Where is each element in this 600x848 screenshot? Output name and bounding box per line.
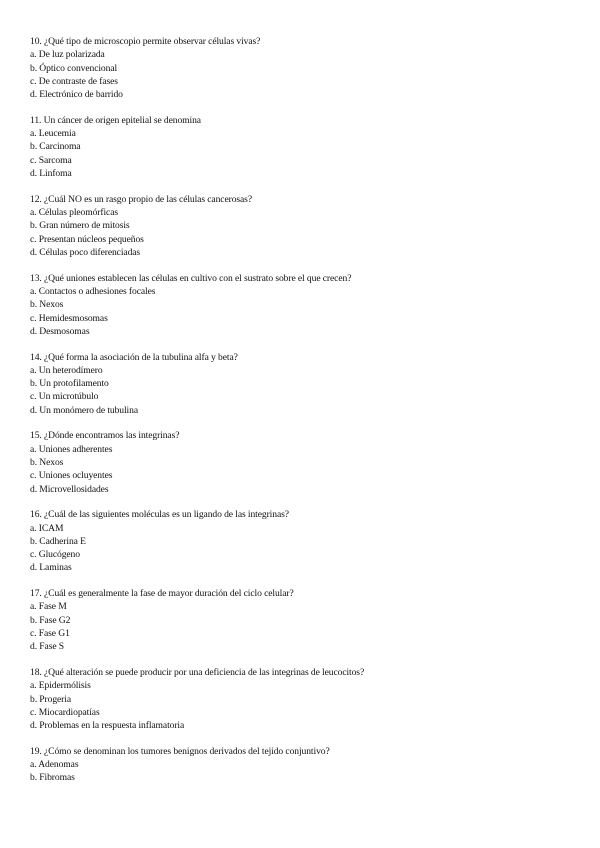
option-c: c. Un microtúbulo	[30, 391, 99, 403]
option-a: a. Fase M	[30, 601, 67, 613]
option-d: d. Problemas en la respuesta inflamatoria	[30, 720, 185, 732]
option-b: b. Nexos	[30, 456, 64, 468]
option-b: b. Nexos	[30, 299, 64, 311]
question-11	[30, 114, 580, 180]
question-17	[30, 587, 580, 653]
exam-page	[30, 35, 580, 785]
question-text: 11. Un cáncer de origen epitelial se denomina	[30, 114, 201, 126]
option-a: a. ICAM	[30, 522, 64, 534]
option-a: a. Uniones adherentes	[30, 443, 113, 455]
option-b: b. Fibromas	[30, 772, 75, 784]
question-text: 17. ¿Cuál es generalmente la fase de mayor duración del ciclo celular?	[30, 588, 294, 600]
option-b: b. Fase G2	[30, 614, 71, 626]
question-text: 16. ¿Cuál de las siguientes moléculas es un ligando de las integrinas?	[30, 509, 289, 521]
option-a: a. Epidermólisis	[30, 680, 91, 692]
question-text: 12. ¿Cuál NO es un rasgo propio de las células cancerosas?	[30, 193, 252, 205]
option-b: b. Gran número de mitosis	[30, 220, 130, 232]
option-a: a. Un heterodímero	[30, 364, 103, 376]
option-b: b. Cadherina E	[30, 535, 86, 547]
option-c: c. Miocardiopatías	[30, 706, 100, 718]
option-a: a. Contactos o adhesiones focales	[30, 285, 156, 297]
option-a: a. Adenomas	[30, 759, 79, 771]
option-a: a. Leucemia	[30, 128, 76, 140]
question-text: 14. ¿Qué forma la asociación de la tubulina alfa y beta?	[30, 351, 238, 363]
option-d: d. Microvellosidades	[30, 483, 109, 495]
question-14	[30, 351, 580, 417]
question-text: 13. ¿Qué uniones establecen las células en cultivo con el sustrato sobre el que crecen?	[30, 272, 352, 284]
option-c: c. Uniones ocluyentes	[30, 470, 113, 482]
option-a: a. De luz polarizada	[30, 49, 105, 61]
option-d: d. Fase S	[30, 641, 65, 653]
option-b: b. Carcinoma	[30, 141, 81, 153]
question-text: 19. ¿Cómo se denominan los tumores benignos derivados del tejido conjuntivo?	[30, 745, 330, 757]
option-c: c. Hemidesmosomas	[30, 312, 108, 324]
option-d: d. Un monómero de tubulina	[30, 404, 138, 416]
question-text: 15. ¿Dónde encontramos las integrinas?	[30, 430, 180, 442]
option-d: d. Linfoma	[30, 168, 72, 180]
question-text: 10. ¿Qué tipo de microscopio permite observar células vivas?	[30, 36, 261, 47]
option-a: a. Células pleomórficas	[30, 207, 119, 219]
option-b: b. Un protofilamento	[30, 378, 109, 390]
option-c: c. Glucógeno	[30, 549, 80, 561]
question-text: 18. ¿Qué alteración se puede producir por una deficiencia de las integrinas de leucocitos?	[30, 667, 365, 678]
option-c: c. Fase G1	[30, 628, 70, 640]
question-13	[30, 272, 580, 338]
question-10	[30, 35, 580, 101]
option-b: b. Progeria	[30, 693, 71, 705]
question-16	[30, 508, 580, 574]
option-c: c. De contraste de fases	[30, 75, 118, 87]
option-d: d. Células poco diferenciadas	[30, 246, 141, 258]
question-15	[30, 429, 580, 495]
option-d: d. Electrónico de barrido	[30, 89, 123, 101]
option-d: d. Desmosomas	[30, 325, 90, 337]
option-b: b. Óptico convencional	[30, 62, 118, 74]
question-19	[30, 745, 580, 785]
question-18	[30, 666, 580, 732]
question-12	[30, 193, 580, 259]
option-c: c. Presentan núcleos pequeños	[30, 233, 144, 245]
option-d: d. Laminas	[30, 562, 72, 574]
option-c: c. Sarcoma	[30, 154, 72, 166]
